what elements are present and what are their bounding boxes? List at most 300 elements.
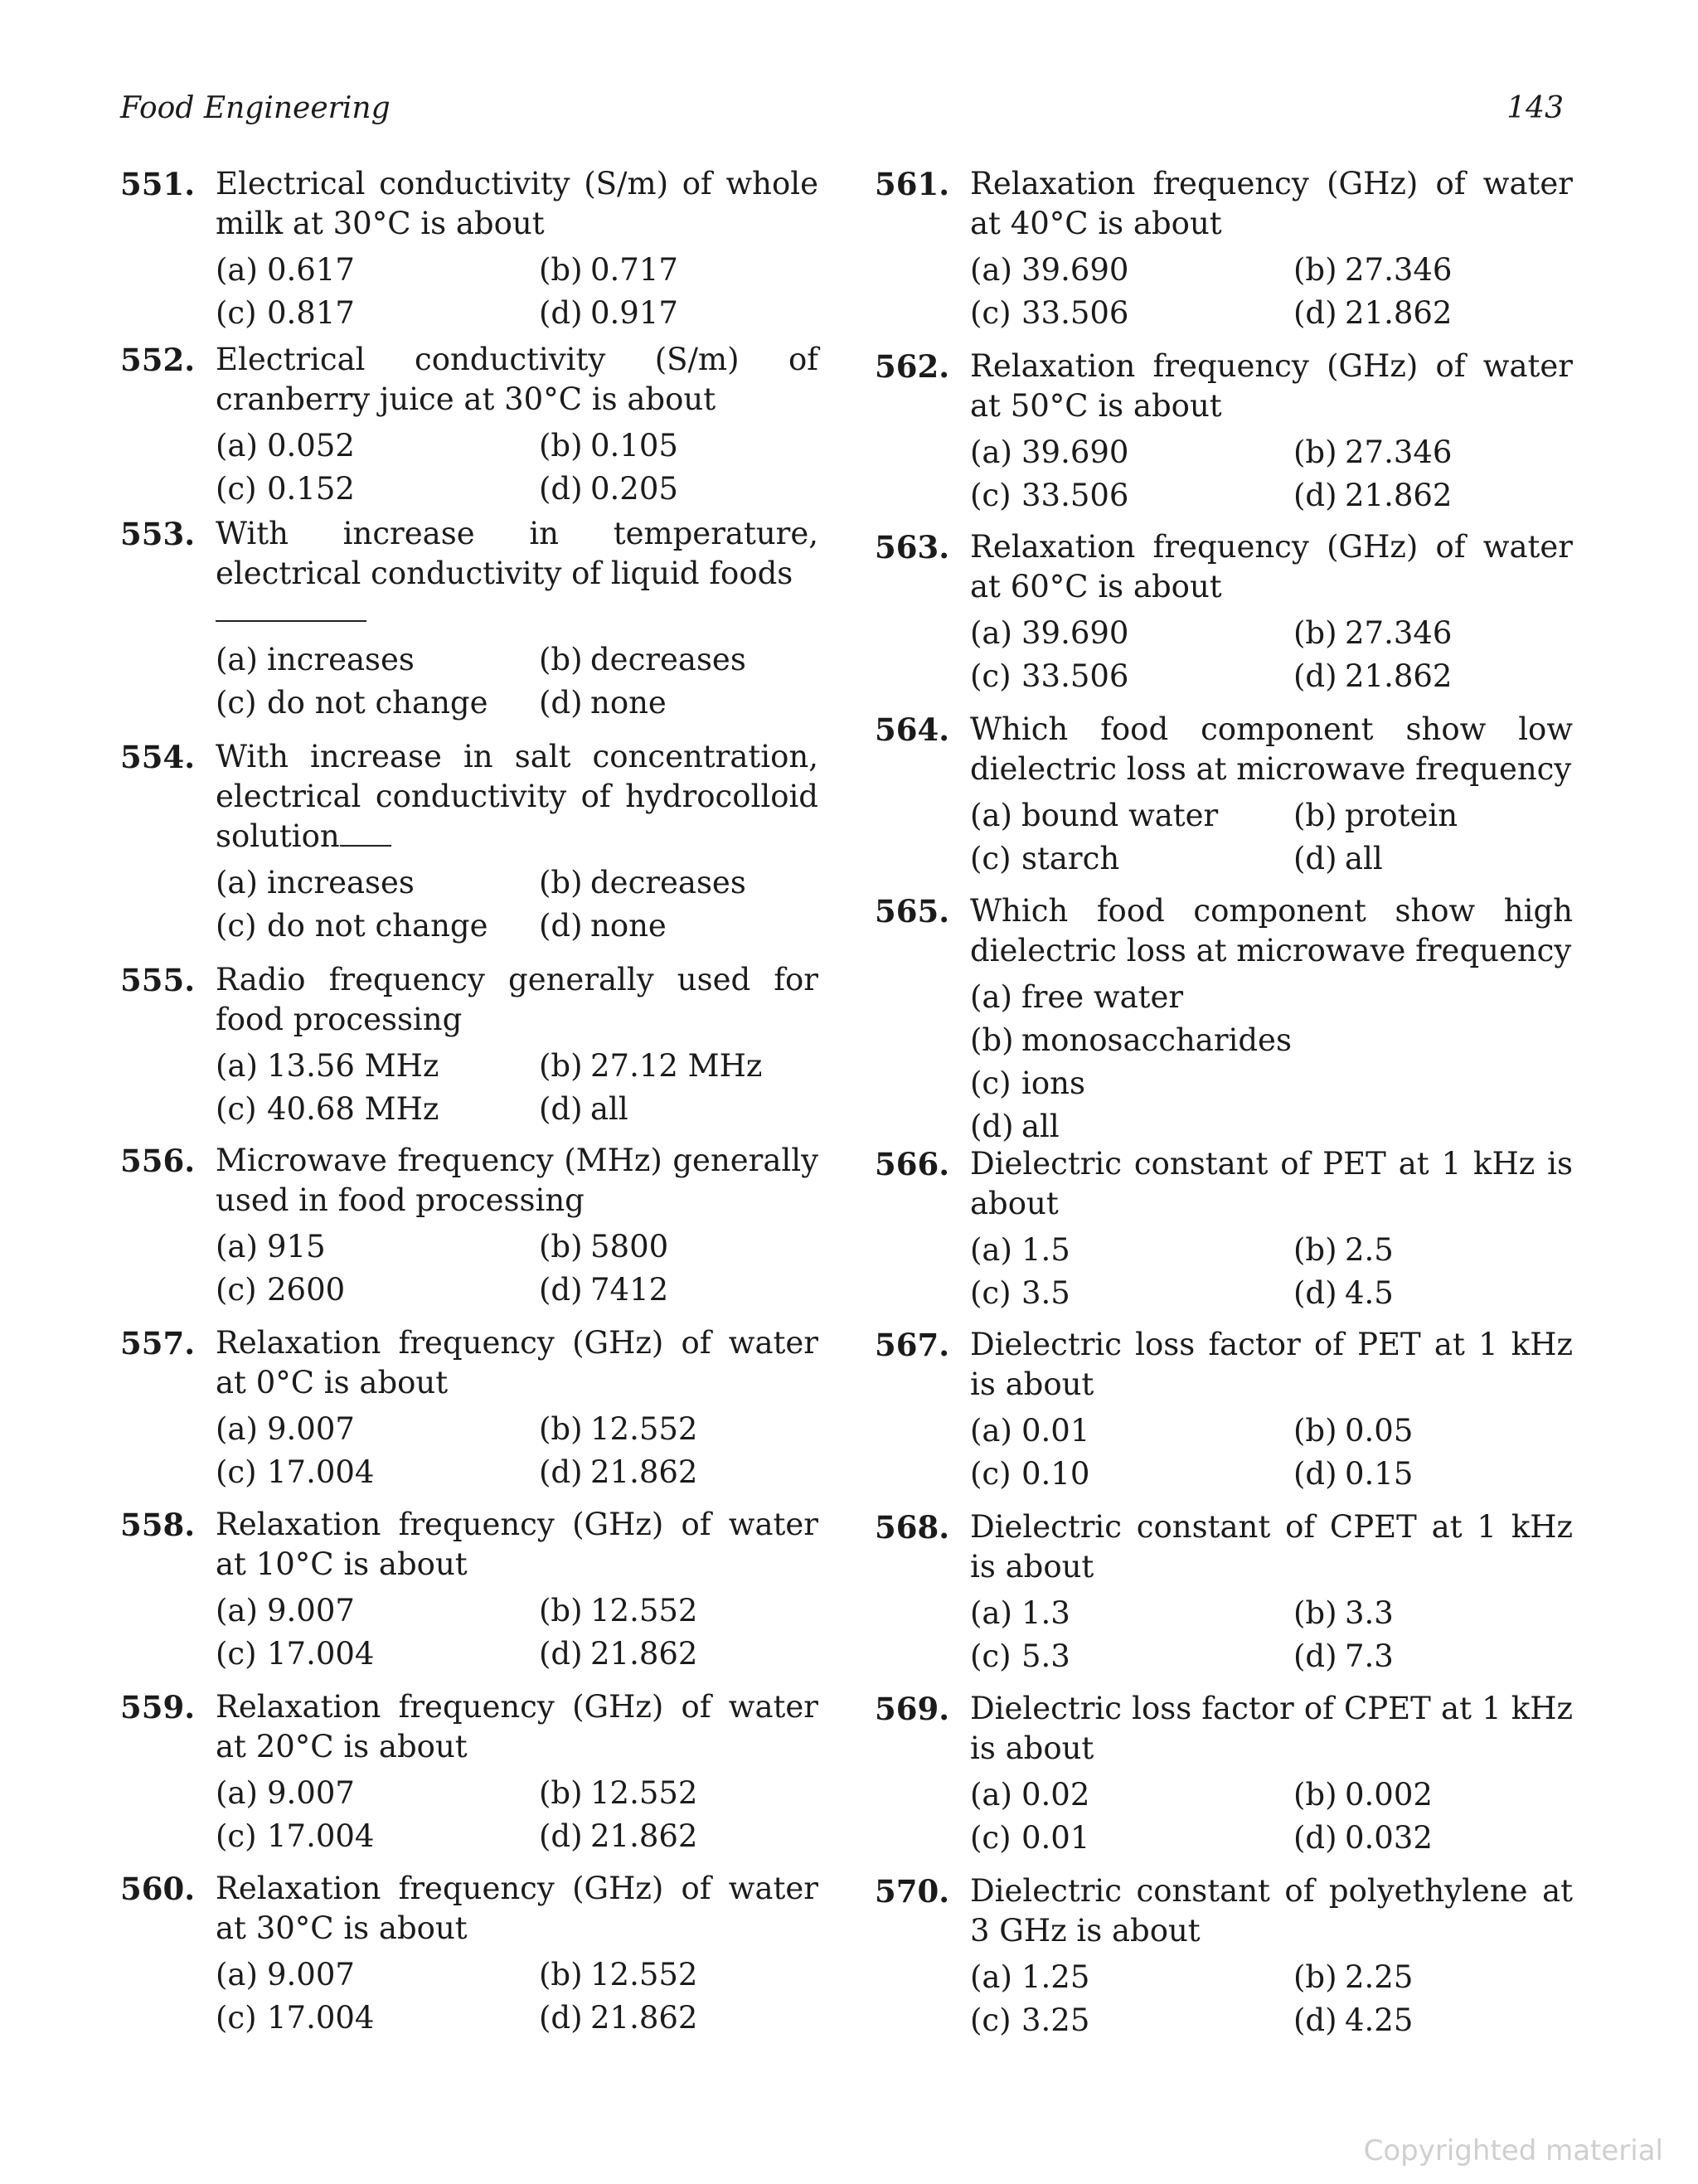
question-text-content: With increase in salt concentration, electrical conductivity of hydrocolloid solution (216, 739, 818, 854)
question-text-content: Relaxation frequency (GHz) of water at 0°C is about (216, 1325, 818, 1400)
question-item (120, 1141, 818, 1312)
answer-option (216, 1589, 539, 1633)
answer-option (216, 638, 539, 682)
option-letter: (c) (970, 1065, 1012, 1101)
answer-option (216, 292, 539, 335)
option-value: 5800 (590, 1229, 669, 1264)
answer-option (539, 1997, 914, 2040)
option-letter: (d) (539, 2000, 583, 2036)
question-text-content: Radio frequency generally used for food processing (216, 962, 818, 1037)
answer-options (216, 1045, 818, 1131)
option-letter: (a) (970, 615, 1012, 651)
option-value: 17.004 (267, 1818, 375, 1854)
option-letter: (b) (539, 1048, 583, 1084)
option-value: 0.01 (1021, 1820, 1090, 1856)
option-value: 21.862 (590, 2000, 698, 2036)
option-value: 7.3 (1345, 1638, 1394, 1674)
answer-option (970, 612, 1293, 655)
question-text (970, 527, 1573, 607)
answer-option (970, 1019, 1668, 1062)
option-value: 4.5 (1345, 1275, 1394, 1311)
option-letter: (a) (216, 1229, 258, 1264)
option-letter: (a) (970, 434, 1012, 470)
option-value: 0.205 (590, 471, 678, 507)
answer-option (1293, 1774, 1668, 1817)
option-value: 21.862 (1345, 658, 1453, 694)
answer-option (216, 1269, 539, 1312)
option-letter: (c) (970, 1638, 1012, 1674)
question-number: 556. (120, 1143, 196, 1179)
question-text-content: Electrical conductivity (S/m) of cranberry juice at 30°C is about (216, 342, 818, 417)
option-letter: (a) (216, 1411, 258, 1447)
question-item (120, 1323, 818, 1494)
option-letter: (b) (539, 1229, 583, 1264)
answer-option (1293, 1999, 1668, 2042)
option-value: 9.007 (267, 1957, 355, 1992)
answer-option (216, 1045, 539, 1088)
option-value: 2.5 (1345, 1232, 1394, 1268)
question-text (970, 1689, 1573, 1769)
question-text (970, 1325, 1573, 1405)
option-value: 39.690 (1021, 434, 1129, 470)
option-value: 0.032 (1345, 1820, 1433, 1856)
answer-options (216, 1589, 818, 1676)
question-text-content: Relaxation frequency (GHz) of water at 40°C is about (970, 166, 1573, 241)
option-value: 12.552 (590, 1593, 698, 1628)
option-value: 33.506 (1021, 478, 1129, 513)
answer-option (970, 1062, 1668, 1105)
question-item (120, 1687, 818, 1858)
option-value: decreases (590, 865, 746, 900)
answer-option (970, 1592, 1293, 1635)
option-letter: (c) (216, 471, 257, 507)
question-text-content: Electrical conductivity (S/m) of whole milk at 30°C is about (216, 166, 818, 241)
answer-options (970, 1410, 1573, 1496)
option-letter: (a) (216, 428, 258, 463)
answer-option (970, 1229, 1293, 1272)
answer-option (970, 431, 1293, 474)
question-text-content: Which food component show high dielectric loss at microwave frequency (970, 893, 1573, 968)
option-letter: (d) (1293, 478, 1337, 513)
answer-option (539, 292, 914, 335)
question-number: 563. (875, 529, 950, 565)
answer-option (1293, 1272, 1668, 1315)
answer-option (970, 655, 1293, 698)
option-letter: (d) (539, 471, 583, 507)
answer-options (970, 249, 1573, 335)
answer-option (970, 1453, 1293, 1496)
answer-option (539, 1633, 914, 1676)
answer-option (1293, 1410, 1668, 1453)
question-item (875, 1689, 1573, 1860)
option-value: 33.506 (1021, 658, 1129, 694)
option-letter: (b) (539, 252, 583, 288)
question-item (120, 164, 818, 335)
option-value: all (1345, 841, 1383, 876)
option-letter: (d) (1293, 1820, 1337, 1856)
question-item (875, 347, 1573, 517)
option-value: 21.862 (590, 1818, 698, 1854)
question-item (120, 340, 818, 511)
answer-option (216, 1772, 539, 1815)
running-header-title: Food Engineering (120, 91, 391, 125)
answer-option (216, 1815, 539, 1858)
option-value: 21.862 (1345, 295, 1453, 331)
question-item (875, 891, 1573, 1148)
question-item (120, 514, 818, 725)
answer-option (539, 861, 914, 905)
option-letter: (b) (539, 1775, 583, 1811)
option-value: bound water (1021, 798, 1219, 833)
option-letter: (b) (1293, 798, 1337, 833)
answer-options (216, 861, 818, 948)
answer-option (216, 1953, 539, 1997)
answer-option (216, 905, 539, 948)
option-value: 1.5 (1021, 1232, 1070, 1268)
option-value: 13.56 MHz (267, 1048, 439, 1084)
option-letter: (d) (539, 1272, 583, 1308)
question-text (970, 1507, 1573, 1587)
option-value: none (590, 685, 667, 721)
option-letter: (c) (970, 2002, 1012, 2038)
answer-options (216, 425, 818, 511)
option-value: 0.052 (267, 428, 355, 463)
question-text (216, 960, 818, 1040)
question-item (120, 1869, 818, 2040)
option-value: 0.152 (267, 471, 355, 507)
option-value: starch (1021, 841, 1120, 876)
question-item (120, 960, 818, 1131)
answer-option (970, 1105, 1668, 1148)
question-text (216, 164, 818, 244)
option-letter: (d) (1293, 1638, 1337, 1674)
answer-option (539, 682, 914, 725)
answer-option (1293, 1635, 1668, 1678)
answer-option (970, 1410, 1293, 1453)
answer-option (970, 1774, 1293, 1817)
question-number: 565. (875, 893, 950, 929)
option-letter: (b) (539, 1411, 583, 1447)
question-number: 551. (120, 166, 196, 202)
option-value: 2.25 (1345, 1959, 1414, 1995)
option-letter: (c) (970, 841, 1012, 876)
option-value: all (590, 1091, 628, 1127)
answer-options (970, 976, 1573, 1148)
question-item (875, 527, 1573, 698)
question-text (970, 1144, 1573, 1224)
answer-option (970, 249, 1293, 292)
question-item (120, 1505, 818, 1676)
option-letter: (b) (1293, 615, 1337, 651)
question-number: 557. (120, 1325, 196, 1361)
question-item (875, 1325, 1573, 1496)
option-value: 2600 (267, 1272, 346, 1308)
option-letter: (a) (970, 1413, 1012, 1449)
answer-option (1293, 1817, 1668, 1860)
option-value: decreases (590, 642, 746, 677)
option-value: 3.25 (1021, 2002, 1090, 2038)
option-value: 39.690 (1021, 615, 1129, 651)
answer-option (1293, 292, 1668, 335)
answer-option (216, 249, 539, 292)
answer-options (216, 1772, 818, 1858)
option-letter: (a) (970, 798, 1012, 833)
option-value: 0.002 (1345, 1777, 1433, 1813)
answer-option (216, 425, 539, 468)
answer-option (970, 292, 1293, 335)
option-letter: (b) (1293, 1595, 1337, 1631)
option-letter: (d) (1293, 295, 1337, 331)
question-number: 552. (120, 342, 196, 378)
option-value: increases (267, 865, 415, 900)
option-value: 9.007 (267, 1593, 355, 1628)
question-number: 555. (120, 962, 196, 998)
option-letter: (b) (539, 428, 583, 463)
option-value: free water (1021, 979, 1184, 1015)
option-letter: (b) (1293, 1959, 1337, 1995)
answer-option (1293, 1229, 1668, 1272)
answer-option (970, 1956, 1293, 1999)
answer-option (216, 1408, 539, 1451)
option-value: 12.552 (590, 1411, 698, 1447)
question-text (216, 514, 818, 594)
option-value: none (590, 908, 667, 944)
question-text (216, 737, 818, 857)
answer-option (1293, 837, 1668, 881)
question-text-content: Relaxation frequency (GHz) of water at 10°C is about (216, 1507, 818, 1582)
answer-option (970, 837, 1293, 881)
option-letter: (a) (216, 1957, 258, 1992)
question-item (875, 164, 1573, 335)
question-item (875, 710, 1573, 881)
option-letter: (c) (216, 1454, 257, 1490)
answer-option (1293, 1592, 1668, 1635)
option-letter: (b) (539, 1957, 583, 1992)
option-value: protein (1345, 798, 1458, 833)
answer-options (970, 1229, 1573, 1315)
answer-options (216, 1953, 818, 2040)
answer-option (216, 1633, 539, 1676)
option-letter: (a) (970, 1959, 1012, 1995)
option-letter: (c) (216, 1091, 257, 1127)
option-letter: (c) (216, 2000, 257, 2036)
question-item (875, 1871, 1573, 2042)
answer-option (216, 861, 539, 905)
page-number: 143 (1506, 91, 1564, 125)
option-value: 12.552 (590, 1957, 698, 1992)
option-letter: (d) (1293, 658, 1337, 694)
option-value: 17.004 (267, 1636, 375, 1672)
answer-option (970, 794, 1293, 837)
option-value: 0.817 (267, 295, 355, 331)
question-text-content: Dielectric constant of PET at 1 kHz is about (970, 1146, 1573, 1221)
answer-option (539, 905, 914, 948)
question-text-content: Dielectric constant of polyethylene at 3 GHz is about (970, 1873, 1573, 1949)
answer-blank (216, 620, 366, 622)
answer-option (539, 1269, 914, 1312)
question-text-content: Which food component show low dielectric loss at microwave frequency (970, 711, 1573, 787)
question-number: 570. (875, 1873, 950, 1910)
question-item (120, 737, 818, 948)
question-text-content: Dielectric constant of CPET at 1 kHz is about (970, 1509, 1573, 1585)
option-value: 21.862 (1345, 478, 1453, 513)
option-value: 27.346 (1345, 615, 1453, 651)
answer-option (539, 249, 914, 292)
answer-option (539, 638, 914, 682)
option-value: 0.02 (1021, 1777, 1090, 1813)
option-letter: (c) (970, 1820, 1012, 1856)
option-letter: (d) (1293, 2002, 1337, 2038)
option-letter: (b) (970, 1022, 1014, 1058)
option-value: 3.3 (1345, 1595, 1394, 1631)
option-value: do not change (267, 908, 488, 944)
option-value: 21.862 (590, 1454, 698, 1490)
answer-option (1293, 1453, 1668, 1496)
question-number: 562. (875, 348, 950, 385)
option-letter: (c) (970, 658, 1012, 694)
option-value: 5.3 (1021, 1638, 1070, 1674)
question-text-content: With increase in temperature, electrical conductivity of liquid foods (216, 516, 818, 591)
option-value: 0.05 (1345, 1413, 1414, 1449)
option-value: 12.552 (590, 1775, 698, 1811)
option-value: 915 (267, 1229, 326, 1264)
option-value: 1.3 (1021, 1595, 1070, 1631)
option-value: 21.862 (590, 1636, 698, 1672)
answer-option (539, 1088, 914, 1131)
option-letter: (b) (1293, 434, 1337, 470)
answer-option (539, 1225, 914, 1269)
question-number: 566. (875, 1146, 950, 1182)
answer-option (1293, 612, 1668, 655)
answer-options (970, 1956, 1573, 2042)
option-letter: (c) (970, 1275, 1012, 1311)
option-value: 27.12 MHz (590, 1048, 763, 1084)
option-letter: (b) (1293, 252, 1337, 288)
option-letter: (a) (216, 642, 258, 677)
answer-option (539, 468, 914, 511)
option-value: all (1021, 1109, 1060, 1144)
answer-options (216, 638, 818, 725)
question-number: 569. (875, 1691, 950, 1727)
option-letter: (b) (539, 1593, 583, 1628)
option-letter: (a) (216, 1048, 258, 1084)
option-value: monosaccharides (1021, 1022, 1292, 1058)
question-number: 561. (875, 166, 950, 202)
option-value: 33.506 (1021, 295, 1129, 331)
answer-option (539, 1953, 914, 1997)
question-text-content: Relaxation frequency (GHz) of water at 60°C is about (970, 529, 1573, 604)
option-letter: (d) (1293, 1456, 1337, 1492)
option-letter: (d) (539, 295, 583, 331)
question-text-content: Microwave frequency (MHz) generally used in food processing (216, 1143, 818, 1218)
question-number: 568. (875, 1509, 950, 1546)
answer-option (1293, 655, 1668, 698)
option-value: 27.346 (1345, 434, 1453, 470)
answer-option (1293, 431, 1668, 474)
question-text (216, 340, 818, 420)
option-value: 4.25 (1345, 2002, 1414, 2038)
answer-options (970, 794, 1573, 881)
answer-options (970, 431, 1573, 517)
option-value: 0.105 (590, 428, 678, 463)
answer-option (970, 1817, 1293, 1860)
option-letter: (b) (1293, 1413, 1337, 1449)
answer-options (216, 1408, 818, 1494)
answer-option (1293, 794, 1668, 837)
question-text-content: Relaxation frequency (GHz) of water at 30°C is about (216, 1871, 818, 1946)
option-value: do not change (267, 685, 488, 721)
answer-options (216, 1225, 818, 1312)
answer-option (539, 425, 914, 468)
option-letter: (d) (1293, 841, 1337, 876)
option-letter: (a) (970, 252, 1012, 288)
option-letter: (d) (970, 1109, 1014, 1144)
option-value: 0.10 (1021, 1456, 1090, 1492)
question-number: 558. (120, 1507, 196, 1543)
question-text (970, 1871, 1573, 1951)
option-letter: (d) (539, 1818, 583, 1854)
question-text-content: Relaxation frequency (GHz) of water at 20°C is about (216, 1689, 818, 1764)
answer-option (216, 1225, 539, 1269)
question-number: 553. (120, 516, 196, 552)
question-text (970, 164, 1573, 244)
answer-option (539, 1772, 914, 1815)
answer-options (970, 1774, 1573, 1860)
option-value: 17.004 (267, 2000, 375, 2036)
answer-option (539, 1451, 914, 1494)
option-letter: (d) (539, 685, 583, 721)
option-letter: (c) (216, 908, 257, 944)
question-number: 554. (120, 739, 196, 775)
option-value: 17.004 (267, 1454, 375, 1490)
question-number: 564. (875, 711, 950, 748)
answer-option (539, 1045, 914, 1088)
answer-option (970, 1272, 1293, 1315)
question-text (970, 710, 1573, 789)
option-value: 0.617 (267, 252, 355, 288)
option-value: 3.5 (1021, 1275, 1070, 1311)
answer-option (1293, 249, 1668, 292)
answer-option (216, 682, 539, 725)
question-text-content: Relaxation frequency (GHz) of water at 50°C is about (970, 348, 1573, 424)
option-letter: (c) (216, 685, 257, 721)
option-value: ions (1021, 1065, 1085, 1101)
question-text (216, 1505, 818, 1585)
option-value: 0.15 (1345, 1456, 1414, 1492)
question-text-content: Dielectric loss factor of CPET at 1 kHz is about (970, 1691, 1573, 1766)
question-number: 567. (875, 1327, 950, 1363)
answer-options (970, 1592, 1573, 1678)
option-value: 9.007 (267, 1775, 355, 1811)
question-number: 559. (120, 1689, 196, 1725)
option-value: 1.25 (1021, 1959, 1090, 1995)
option-letter: (b) (539, 642, 583, 677)
option-letter: (d) (539, 908, 583, 944)
option-value: 40.68 MHz (267, 1091, 439, 1127)
option-letter: (a) (970, 979, 1012, 1015)
question-text (216, 1141, 818, 1221)
option-letter: (d) (539, 1454, 583, 1490)
option-value: 39.690 (1021, 252, 1129, 288)
option-letter: (b) (1293, 1777, 1337, 1813)
question-item (875, 1507, 1573, 1678)
answer-option (970, 474, 1293, 517)
option-letter: (a) (970, 1777, 1012, 1813)
answer-option (216, 1997, 539, 2040)
answer-option (1293, 474, 1668, 517)
question-item (875, 1144, 1573, 1315)
option-letter: (c) (216, 295, 257, 331)
